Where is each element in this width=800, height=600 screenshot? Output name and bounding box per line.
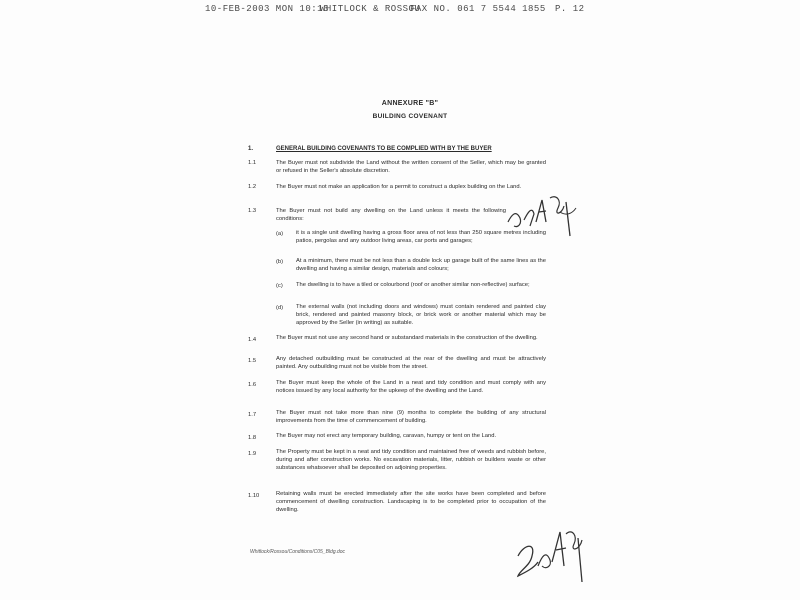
subclause-text: it is a single unit dwelling having a gross floor area of not less than 250 square metres including patios, pergolas and any outdoor living areas, car ports and garages; (296, 230, 546, 244)
clause-text: The Buyer may not erect any temporary building, caravan, humpy or tent on the Land. (276, 433, 497, 439)
clause-number: 1.4 (248, 337, 257, 343)
fax-number: FAX NO. 061 7 5544 1855 (410, 4, 546, 14)
fax-sender: WHITLOCK & ROSSOU (320, 4, 421, 14)
clause-text: The Buyer must not make an application for a permit to construct a duplex building on the Land. (276, 184, 522, 190)
document-reference: Whitlock/Rossou/Conditions/C05_Bldg.doc (250, 549, 346, 555)
handwritten-initials (502, 192, 582, 240)
clause-number: 1.8 (248, 435, 257, 441)
clause-number: 1.5 (248, 358, 257, 364)
clause-text: The Property must be kept in a neat and tidy condition and maintained free of weeds and rubbish before, during and after construction works. No excavation materials, litter, rubbish or builders waste or other substances whatsoever shall be deposited on adjoining properties. (276, 449, 546, 471)
subclause-text: The dwelling is to have a tiled or colourbond (roof or another similar non-reflective) surface; (296, 282, 530, 288)
clause-number: 1.6 (248, 382, 257, 388)
annexure-title: ANNEXURE "B" (381, 100, 439, 107)
subclause-mark: (a) (276, 231, 284, 237)
fax-page-number: P. 12 (555, 4, 585, 14)
clause-number: 1.1 (248, 160, 257, 166)
clause-number: 1.10 (248, 493, 260, 499)
subclause-text: At a minimum, there must be not less than a double lock up garage built of the same lines as the dwelling and having a similar design, materials and colours; (296, 258, 546, 272)
subclause-text: The external walls (not including doors and windows) must contain rendered and painted clay brick, rendered and painted masonry block, or brick work or another material which may be approved by the Seller (in writing) as suitable. (296, 304, 546, 326)
clause-text: The Buyer must keep the whole of the Land in a neat and tidy condition and must comply with any notices issued by any local authority for the upkeep of the dwelling and the Land. (276, 380, 546, 394)
subclause-mark: (d) (276, 305, 284, 311)
clause-text: The Buyer must not take more than nine (9) months to complete the building of any structural improvements from the time of commencement of building. (276, 410, 546, 424)
clause-text: The Buyer must not build any dwelling on the Land unless it meets the following conditions: (276, 208, 506, 222)
clause-text: The Buyer must not use any second hand or substandard materials in the construction of the dwelling. (276, 335, 538, 341)
clause-text: The Buyer must not subdivide the Land without the written consent of the Seller, which may be granted or refused in the Seller's absolute discretion. (276, 160, 546, 174)
fax-date: 10-FEB-2003 MON 10:13 (205, 4, 329, 14)
clause-number: 1.3 (248, 208, 257, 214)
clause-number: 1.2 (248, 184, 257, 190)
annexure-subtitle: BUILDING COVENANT (372, 113, 448, 120)
clause-number: 1.9 (248, 451, 257, 457)
clause-text: Any detached outbuilding must be constructed at the rear of the dwelling and must be attractively painted. Any outbuilding must not be visible from the street. (276, 356, 546, 370)
subclause-mark: (b) (276, 259, 284, 265)
section-number: 1. (248, 146, 254, 152)
handwritten-initials (512, 526, 592, 586)
fax-transmission-header (205, 4, 785, 18)
subclause-mark: (c) (276, 283, 283, 289)
section-title: GENERAL BUILDING COVENANTS TO BE COMPLIED WITH BY THE BUYER (276, 146, 492, 152)
clause-number: 1.7 (248, 412, 257, 418)
clause-text: Retaining walls must be erected immediately after the site works have been completed and before commencement of dwelling construction. Landscaping is to be completed prior to occupation of the dwelling. (276, 491, 546, 513)
